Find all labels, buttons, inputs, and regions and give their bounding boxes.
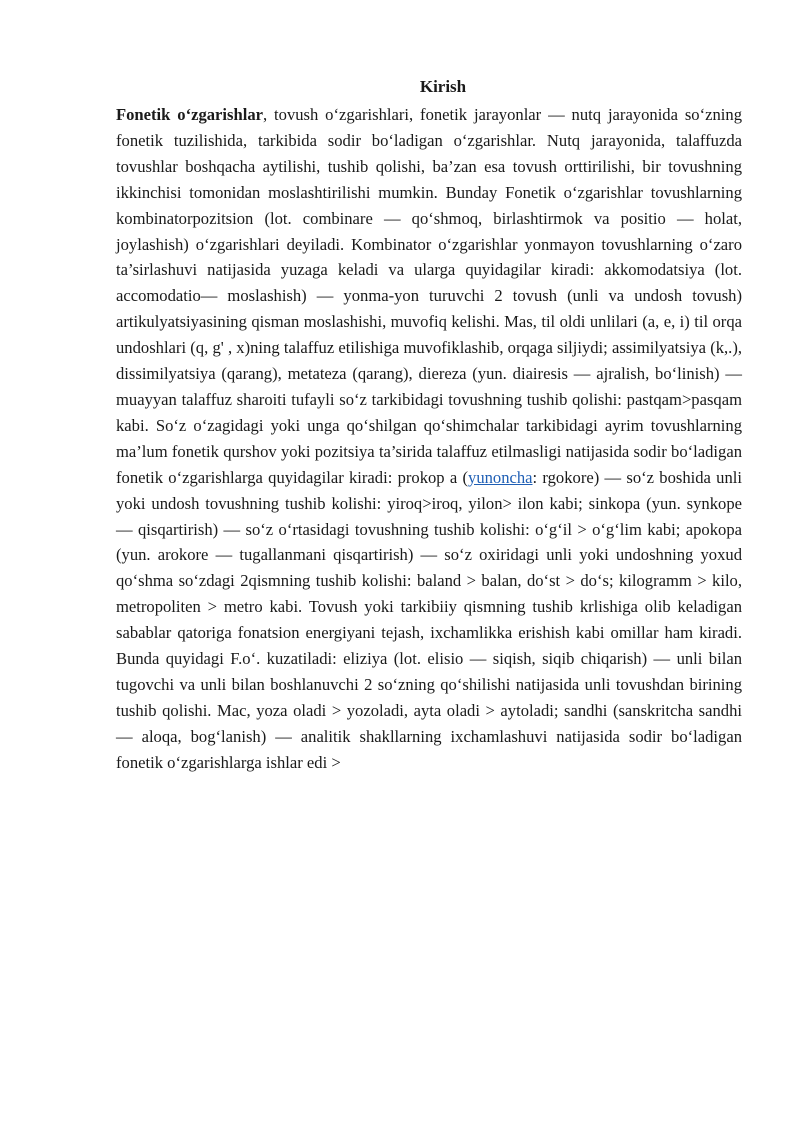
page-title: Kirish bbox=[419, 77, 467, 96]
paragraph-text-part-1: , tovush o‘zgarishlari, fonetik jarayonlar — nutq jarayonida so‘zning fonetik tuzilishida, tarkibida sodir bo‘ladigan o‘zgarishlar. Nutq jarayonida, talaffuzda tovushlar boshqacha aytilishi, tushib qolishi, ba’zan esa tovush orttirilishi, bir tovushning ikkinchisi tomonidan moslashtirilishi mumkin. Bunday Fonetik o‘zgarishlar tovushlarning kombinatorpozitsion (lot. combinare — qo‘shmoq, birlashtirmok va positio — holat, joylashish) o‘zgarishlari deyiladi. Kombinator o‘zgarishlar yonmayon tovushlarning o‘zaro ta’sirlashuvi natijasida yuzaga keladi va ularga quyidagilar kiradi: akkomodatsiya (lot. accomodatio— moslashish) — yonma-yon turuvchi 2 tovush (unli va undosh tovush) artikulyatsiyasining qisman moslashishi, muvofiq kelishi. Mas, til oldi unlilari (a, e, i) til orqa undoshlari (q, g' , x)ning talaffuz etilishiga muvofiklashib, orqaga siljiydi; assimilyatsiya (k,.), dissimilyatsiya (qarang), metateza (qarang), diereza (yun. diairesis — ajralish, bo‘linish) — muayyan talaffuz sharoiti tufayli so‘z tarkibidagi tovushning tushib qolishi: pastqam>pasqam kabi. So‘z o‘zagidagi yoki unga qo‘shilgan qo‘shimchalar tarkibidagi ayrim tovushlarning ma’lum fonetik qurshov yoki pozitsiya ta’sirida talaffuz etilmasligi natijasida sodir bo‘ladigan fonetik o‘zgarishlarga quyidagilar kiradi: prokop a ( bbox=[116, 105, 742, 487]
term-bold: Fonetik o‘zgarishlar bbox=[116, 105, 263, 124]
document-page bbox=[116, 76, 742, 776]
body-paragraph bbox=[116, 102, 742, 776]
yunoncha-link[interactable]: yunoncha bbox=[468, 467, 533, 487]
paragraph-text-part-2: : rgokore) — so‘z boshida unli yoki undosh tovushning tushib kolishi: yiroq>iroq, yilon> ilon kabi; sinkopa (yun. synkope — qisqartirish) — so‘z o‘rtasidagi tovushning tushib kolishi: o‘g‘il > o‘g‘lim kabi; apokopa (yun. arokore — tugallanmani qisqartirish) — so‘z oxiridagi unli yoki undoshning yoxud qo‘shma so‘zdagi 2qismning tushib kolishi: baland > balan, do‘st > do‘s; kilogramm > kilo, metropoliten > metro kabi. Tovush yoki tarkibiiy qismning tushib krlishiga olib keladigan sabablar qatoriga fonatsion energiyani tejash, ixchamlikka erishish kabi omillar ham kiradi. Bunda quyidagi F.o‘. kuzatiladi: eliziya (lot. elisio — siqish, siqib chiqarish) — unli bilan tugovchi va unli bilan boshlanuvchi 2 so‘zning qo‘shilishi natijasida unli tovushdan birining tushib qolishi. Mac, yoza oladi > yozoladi, ayta oladi > aytoladi; sandhi (sanskritcha sandhi — aloqa, bog‘lanish) — analitik shakllarning ixchamlashuvi natijasida sodir bo‘ladigan fonetik o‘zgarishlarga ishlar edi > bbox=[116, 467, 742, 772]
